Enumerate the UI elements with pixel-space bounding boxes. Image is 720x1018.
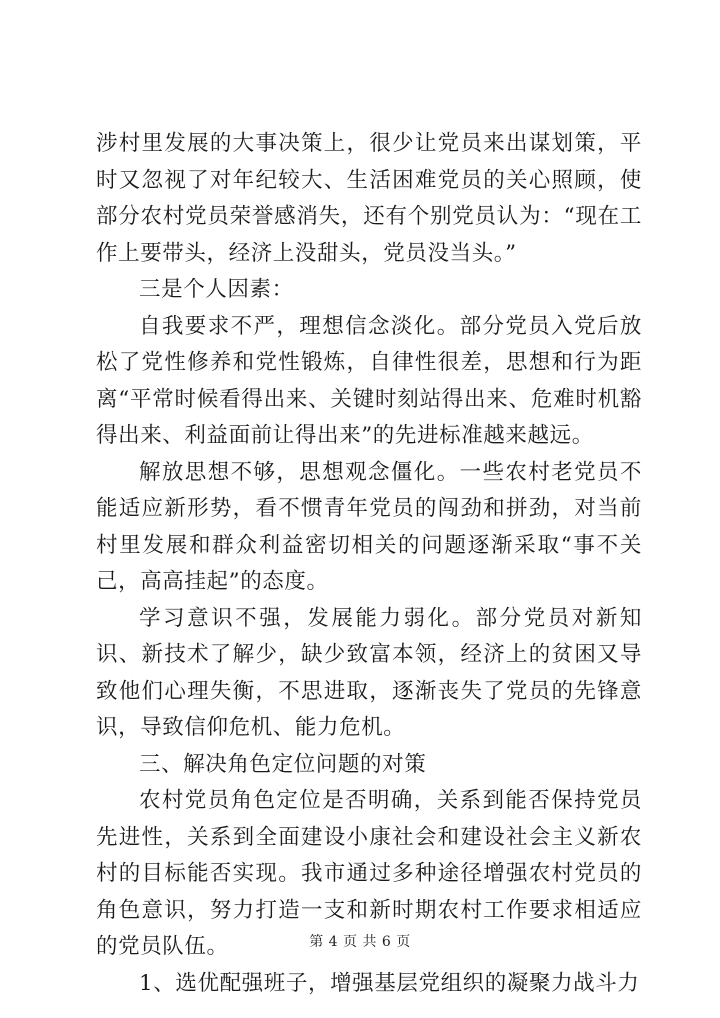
paragraph-2: 三是个人因素： bbox=[139, 277, 294, 302]
paragraph-3: 自我要求不严，理想信念淡化。部分党员入党后放松了党性修养和党性锻炼，自律性很差，思想和行为距离“平常时候看得出来、关键时刻站得出来、危难时机豁得出来、利益面前让得出来”的先进标准越来越远。 bbox=[96, 313, 642, 448]
paragraph-4: 解放思想不够，思想观念僵化。一些农村老党员不能适应新形势，看不惯青年党员的闯劲和拼劲，对当前村里发展和群众利益密切相关的问题逐渐采取“事不关己，高高挂起”的态度。 bbox=[96, 459, 642, 594]
page-number-footer: 第 4 页 共 6 页 bbox=[309, 934, 411, 950]
section-heading: 三、解决角色定位问题的对策 bbox=[139, 751, 427, 777]
paragraph-5: 学习意识不强，发展能力弱化。部分党员对新知识、新技术了解少，缺少致富本领，经济上的贫困又导致他们心理失衡，不思进取，逐渐丧失了党员的先锋意识，导致信仰危机、能力危机。 bbox=[96, 605, 642, 740]
document-body bbox=[96, 126, 642, 1002]
paragraph-1: 涉村里发展的大事决策上，很少让党员来出谋划策，平时又忽视了对年纪较大、生活困难党员的关心照顾，使部分农村党员荣誉感消失，还有个别党员认为：“现在工作上要带头，经济上没甜头，党员没当头。” bbox=[96, 131, 642, 266]
subsection-heading: 1、选优配强班子，增强基层党组织的凝聚力战斗力 bbox=[139, 970, 640, 996]
paragraph-7: 农村党员角色定位是否明确，关系到能否保持党员先进性，关系到全面建设小康社会和建设社会主义新农村的目标能否实现。我市通过多种途径增强农村党员的角色意识，努力打造一支和新时期农村工作要求相适应的党员队伍。 bbox=[96, 788, 642, 959]
